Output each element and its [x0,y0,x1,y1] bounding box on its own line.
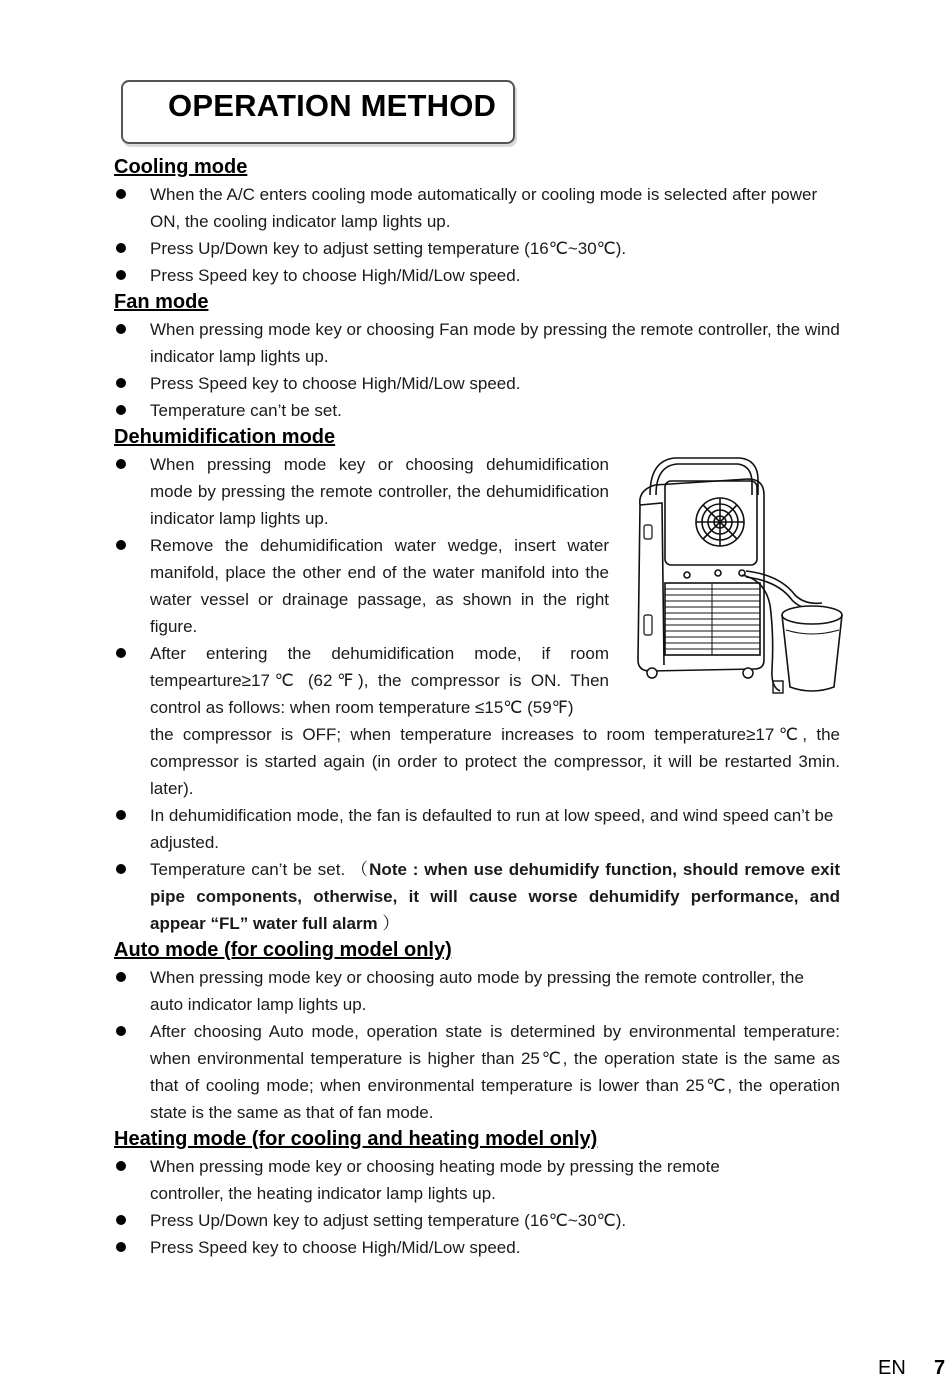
cooling-mode-heading: Cooling mode [114,156,248,178]
dehumid-item3-part1: After entering the dehumidification mode, if room tempearture≥17℃ (62℉), the compressor is ON. Then control as follows: when room temperature ≤15℃ (59℉) [150,644,609,717]
list-item: Press Speed key to choose High/Mid/Low speed. [114,262,840,289]
list-item: When pressing mode key or choosing Fan mode by pressing the remote controller, the wind indicator lamp lights up. [114,316,840,370]
heating-mode-list [114,1153,840,1261]
auto-mode-list [114,964,840,1126]
list-item: Press Up/Down key to adjust setting temperature (16℃~30℃). [114,235,840,262]
fan-mode-heading: Fan mode [114,291,209,313]
list-item: When pressing mode key or choosing dehumidification mode by pressing the remote controller, the dehumidification indicator lamp lights up. [114,451,609,532]
content [114,154,840,1261]
dehumid-item5-end: ） [377,914,400,933]
auto-mode-heading: Auto mode (for cooling model only) [114,939,452,961]
list-item: When pressing mode key or choosing auto mode by pressing the remote controller, the auto indicator lamp lights up. [114,964,840,1018]
heating-mode-heading: Heating mode (for cooling and heating model only) [114,1128,598,1150]
dehumid-item5-text: Temperature can’t be set. （ [150,860,370,879]
list-item: After choosing Auto mode, operation state is determined by environmental temperature: when environmental temperature is higher than 25℃, the operation state is the same as that of cooling mode; when environmental temperature is lower than 25℃, the operation state is the same as that of fan mode. [114,1018,840,1126]
dehumid-note: Note : when use dehumidify function, should remove exit pipe components, otherwise, it will cause worse dehumidify performance, and appear “FL” water full alarm [150,860,840,933]
dehumidifier-drain-illustration [630,455,845,705]
page-number: 7 [934,1357,946,1379]
list-item: When pressing mode key or choosing heating mode by pressing the remote controller, the heating indicator lamp lights up. [114,1153,840,1207]
fan-mode-list [114,316,840,424]
list-item: Press Speed key to choose High/Mid/Low speed. [114,1234,840,1261]
list-item: Temperature can’t be set. [114,397,840,424]
cooling-mode-list [114,181,840,289]
list-item: In dehumidification mode, the fan is defaulted to run at low speed, and wind speed can’t be adjusted. [114,802,840,856]
footer-language: EN [878,1357,906,1379]
dehumid-item3-part2: the compressor is OFF; when temperature increases to room temperature≥17℃, the compressor is started again (in order to protect the compressor, it will be restarted 3min. later). [150,725,840,798]
list-item: Press Speed key to choose High/Mid/Low speed. [114,370,840,397]
list-item: Press Up/Down key to adjust setting temperature (16℃~30℃). [114,1207,840,1234]
list-item: Remove the dehumidification water wedge, insert water manifold, place the other end of the water manifold into the water vessel or drainage passage, as shown in the right figure. [114,532,609,640]
page-title: OPERATION METHOD [168,88,497,123]
list-item: When the A/C enters cooling mode automatically or cooling mode is selected after power ON, the cooling indicator lamp lights up. [114,181,840,235]
dehumidification-mode-heading: Dehumidification mode [114,426,336,448]
list-item [114,856,840,937]
